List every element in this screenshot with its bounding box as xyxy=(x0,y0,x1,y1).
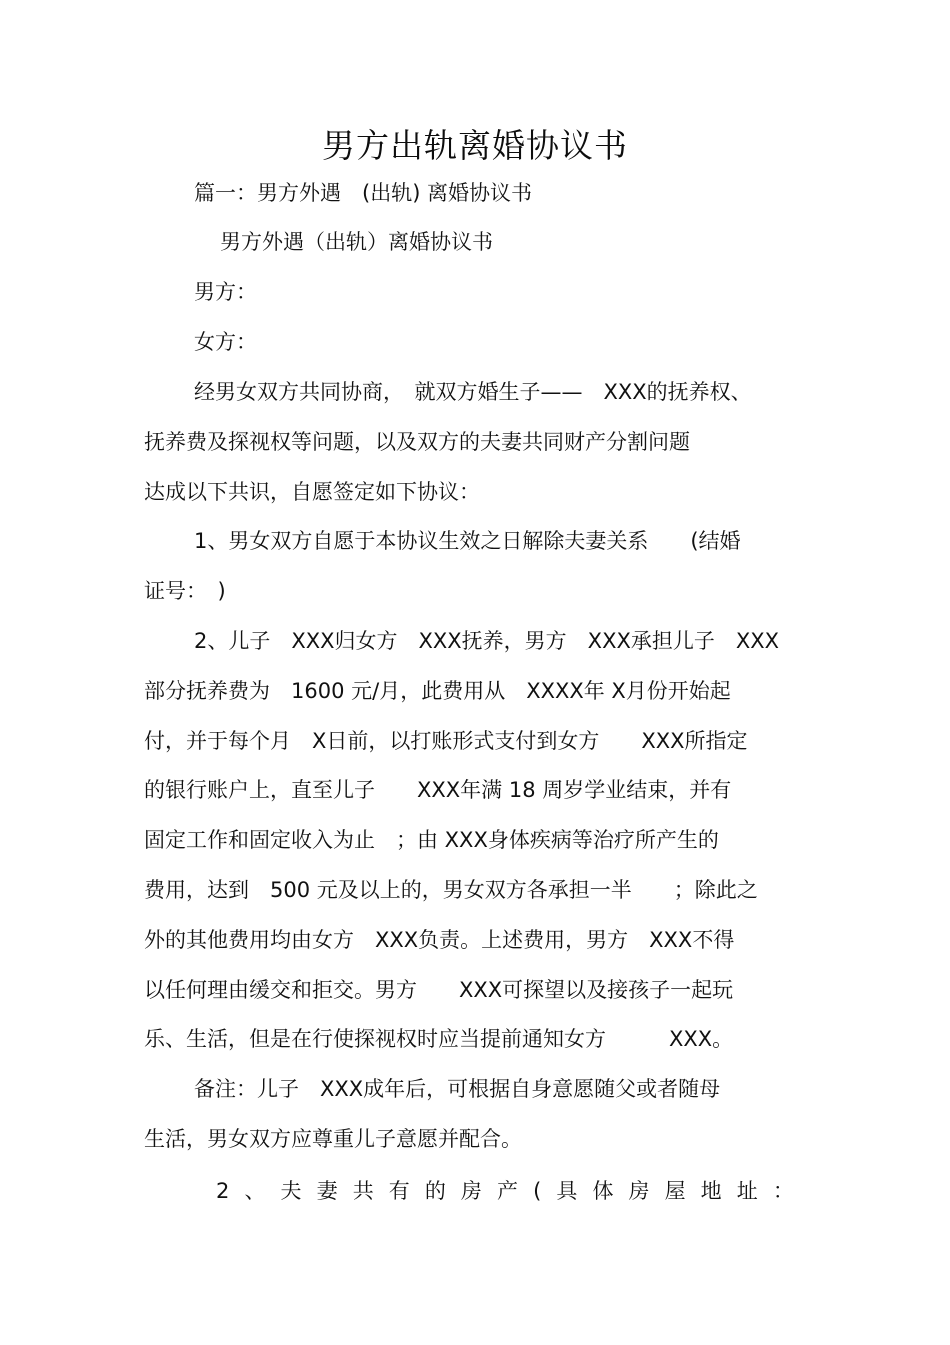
clause-line: 固定工作和固定收入为止 ；由 XXX身体疾病等治疗所产生的 xyxy=(144,828,719,852)
document-title: 男方出轨离婚协议书 xyxy=(322,126,628,165)
char: 具 xyxy=(556,1179,578,1203)
paragraph-line: 抚养费及探视权等问题，以及双方的夫妻共同财产分割问题 xyxy=(144,430,690,454)
female-party-line: 女方： xyxy=(194,330,257,354)
clause-line: 证号： ) xyxy=(144,579,226,603)
clause-line: 1、男女双方自愿于本协议生效之日解除夫妻关系 (结婚 xyxy=(194,529,741,553)
clause-line: 付，并于每个月 X日前，以打账形式支付到女方 XXX所指定 xyxy=(144,729,748,753)
clause-line: 部分抚养费为 1600 元/月，此费用从 XXXX年 X月份开始起 xyxy=(144,679,731,703)
char: 有 xyxy=(388,1179,410,1203)
char: ( xyxy=(533,1179,542,1203)
char: 产 xyxy=(497,1179,518,1203)
paragraph-line: 经男女双方共同协商， 就双方婚生子—— XXX的抚养权、 xyxy=(194,380,752,404)
subheading-line: 男方外遇（出轨）离婚协议书 xyxy=(220,230,493,254)
char: 2 xyxy=(216,1179,230,1203)
char: 妻 xyxy=(316,1179,338,1203)
char: 屋 xyxy=(664,1179,686,1203)
subtitle-line: 篇一：男方外遇 (出轨) 离婚协议书 xyxy=(194,181,533,205)
clause-line: 的银行账户上，直至儿子 XXX年满 18 周岁学业结束，并有 xyxy=(144,778,732,802)
char: 共 xyxy=(352,1179,374,1203)
note-line: 备注：儿子 XXX成年后，可根据自身意愿随父或者随母 xyxy=(194,1077,721,1101)
char: 、 xyxy=(244,1179,266,1203)
char: 地 xyxy=(700,1179,722,1203)
clause-line: 外的其他费用均由女方 XXX负责。上述费用，男方 XXX不得 xyxy=(144,928,735,952)
property-clause-line xyxy=(216,1176,794,1206)
clause-line: 以任何理由缓交和拒交。男方 XXX可探望以及接孩子一起玩 xyxy=(144,978,734,1002)
char: 的 xyxy=(424,1179,446,1203)
char: 体 xyxy=(592,1179,614,1203)
paragraph-line: 达成以下共识，自愿签定如下协议： xyxy=(144,480,480,504)
char: 址 xyxy=(736,1179,758,1203)
char: ： xyxy=(772,1179,794,1203)
clause-line: 2、儿子 XXX归女方 XXX抚养，男方 XXX承担儿子 XXX xyxy=(194,629,779,653)
char: 夫 xyxy=(280,1179,302,1203)
note-line: 生活，男女双方应尊重儿子意愿并配合。 xyxy=(144,1127,522,1151)
char: 房 xyxy=(628,1179,650,1203)
male-party-line: 男方： xyxy=(194,280,257,304)
clause-line: 乐、生活，但是在行使探视权时应当提前通知女方 XXX。 xyxy=(144,1027,734,1051)
char: 房 xyxy=(460,1179,482,1203)
clause-line: 费用，达到 500 元及以上的，男女双方各承担一半 ；除此之 xyxy=(144,878,758,902)
